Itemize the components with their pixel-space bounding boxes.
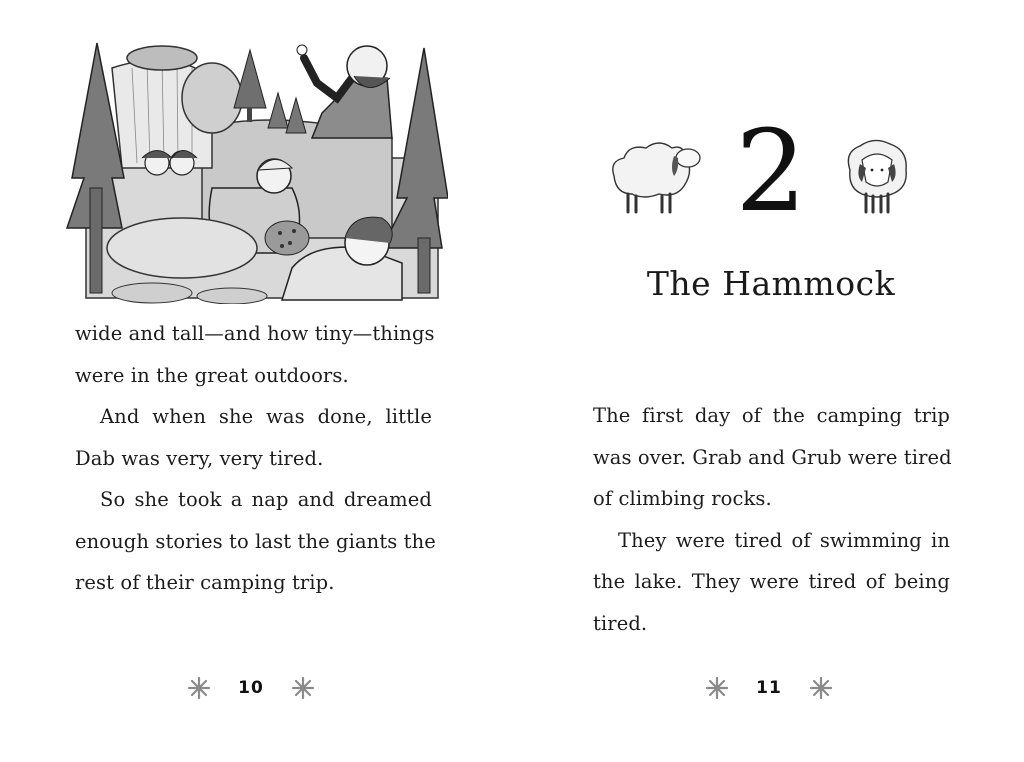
text-line: rest of their camping trip. [75, 571, 335, 594]
asterisk-ornament-icon [705, 676, 729, 700]
text-line: So she took a nap and dreamed [100, 488, 432, 511]
page-number: 11 [756, 678, 782, 698]
right-page-body-text [593, 395, 950, 644]
page-number-footer [187, 674, 315, 702]
text-line: of climbing rocks. [593, 487, 772, 510]
page-number-footer [705, 674, 833, 702]
text-line: The first day of the camping trip [593, 404, 950, 427]
asterisk-ornament-icon [187, 676, 211, 700]
left-page-body-text [75, 313, 436, 604]
right-page [512, 0, 1024, 762]
text-line: They were tired of swimming in [618, 528, 950, 552]
text-line: the lake. They were tired of being [593, 570, 950, 593]
text-line: Dab was very, very tired. [75, 446, 324, 470]
page-number: 10 [238, 678, 264, 698]
text-line: And when she was done, little [100, 405, 432, 428]
text-line: was over. Grab and Grub were tired [593, 445, 952, 469]
camping-giants-illustration [62, 38, 448, 304]
chapter-number: 2 [735, 107, 807, 237]
text-line: were in the great outdoors. [75, 363, 349, 387]
text-line: wide and tall—and how tiny—things [75, 322, 435, 345]
sheep-side-view-icon [604, 136, 704, 216]
asterisk-ornament-icon [291, 676, 315, 700]
text-line: enough stories to last the giants the [75, 529, 436, 553]
sheep-front-view-icon [842, 138, 912, 216]
text-line: tired. [593, 611, 648, 635]
asterisk-ornament-icon [809, 676, 833, 700]
chapter-title: The Hammock [646, 264, 896, 303]
